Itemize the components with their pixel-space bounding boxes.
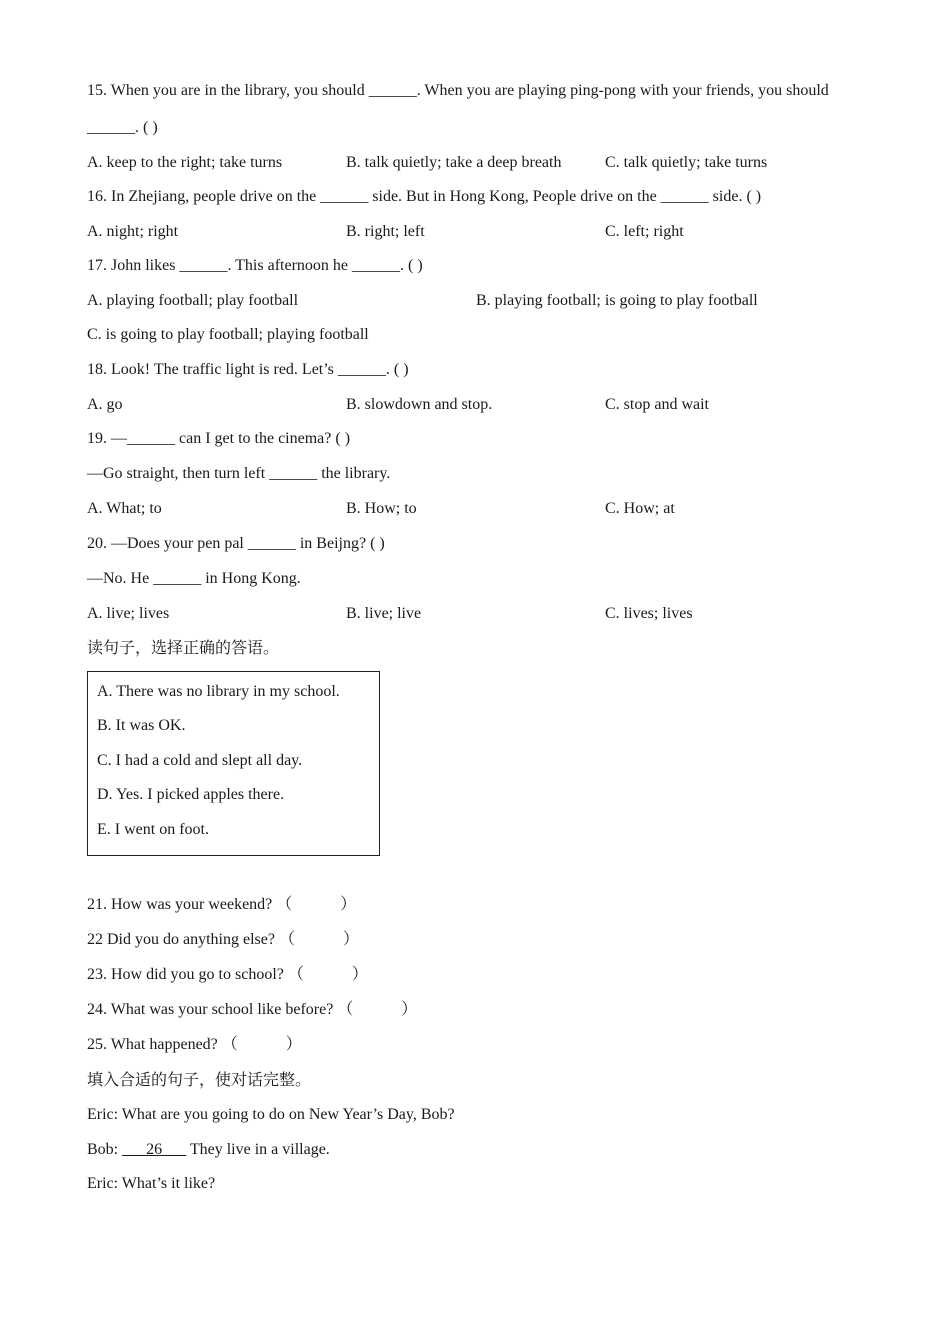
dialogue-line-eric-1: Eric: What are you going to do on New Year’s Day, Bob? [87,1106,455,1123]
answer-choices-box [87,671,380,856]
q16-option-c: C. left; right [605,223,684,240]
q20-option-a: A. live; lives [87,605,170,622]
q18-stem: 18. Look! The traffic light is red. Let’s ______. ( ) [87,361,409,378]
q19-reply: —Go straight, then turn left ______ the library. [87,465,391,482]
q17-stem: 17. John likes ______. This afternoon he ______. ( ) [87,257,423,274]
q20-option-b: B. live; live [346,605,422,622]
dialogue-line-bob [87,1140,330,1160]
q20-reply: —No. He ______ in Hong Kong. [87,570,301,587]
q15-stem-line2: ______. ( ) [87,119,158,136]
section2-instruction: 读句子，选择正确的答语。 [87,640,280,657]
q20-stem: 20. —Does your pen pal ______ in Beijng? ( ) [87,535,385,552]
q16-option-a: A. night; right [87,223,179,240]
dialogue-line-eric-2: Eric: What’s it like? [87,1175,216,1192]
q19-option-a: A. What; to [87,500,162,517]
q18-option-a: A. go [87,396,123,413]
q17-option-b: B. playing football; is going to play football [476,292,758,309]
q23: 23. How did you go to school? （ ） [87,966,368,983]
q20-option-c: C. lives; lives [605,605,693,622]
q21: 21. How was your weekend? （ ） [87,896,357,913]
bob-prefix: Bob: [87,1141,123,1158]
q22: 22 Did you do anything else? （ ） [87,931,359,948]
q17-option-c: C. is going to play football; playing football [87,326,369,343]
q19-option-b: B. How; to [346,500,417,517]
choice-b: B. It was OK. [97,717,186,734]
q15-option-b: B. talk quietly; take a deep breath [346,154,562,171]
q15-option-c: C. talk quietly; take turns [605,154,768,171]
choice-e: E. I went on foot. [97,821,209,838]
q16-option-b: B. right; left [346,223,425,240]
q17-option-a: A. playing football; play football [87,292,299,309]
section3-instruction: 填入合适的句子，使对话完整。 [87,1072,312,1089]
q25: 25. What happened? （ ） [87,1036,302,1053]
bob-suffix: They live in a village. [186,1141,330,1158]
q19-option-c: C. How; at [605,500,675,517]
q19-stem: 19. —______ can I get to the cinema? ( ) [87,430,351,447]
choice-d: D. Yes. I picked apples there. [97,786,285,803]
choice-a: A. There was no library in my school. [97,683,340,700]
q15-stem-line1: 15. When you are in the library, you should ______. When you are playing ping-pong with your friends, you should [87,82,829,99]
choice-c: C. I had a cold and slept all day. [97,752,303,769]
q18-option-c: C. stop and wait [605,396,709,413]
blank-26: ___26___ [122,1141,187,1158]
q15-option-a: A. keep to the right; take turns [87,154,283,171]
q18-option-b: B. slowdown and stop. [346,396,493,413]
q24: 24. What was your school like before? （ ） [87,1001,418,1018]
q16-stem: 16. In Zhejiang, people drive on the ______ side. But in Hong Kong, People drive on the ______ side. ( ) [87,188,762,205]
